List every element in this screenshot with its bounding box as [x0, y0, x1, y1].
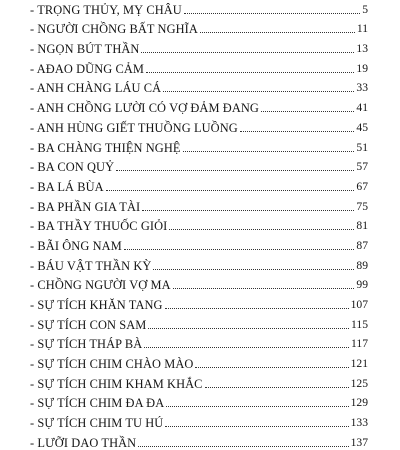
dot-leader [165, 426, 348, 427]
toc-entry-title: - ANH CHỒNG LƯỜI CÓ VỢ ĐẢM ĐANG [30, 101, 259, 116]
toc-entry [30, 292, 368, 312]
toc-entry [30, 253, 368, 273]
toc-entry [30, 174, 368, 194]
dot-leader [144, 347, 349, 348]
toc-entry-title: - SỰ TÍCH CHIM ĐA ĐA [30, 396, 165, 411]
toc-entry [30, 410, 368, 430]
toc-entry-page: 87 [356, 238, 368, 252]
dot-leader [106, 190, 355, 191]
toc-entry [30, 351, 368, 371]
dot-leader [183, 151, 355, 152]
toc-entry [30, 312, 368, 332]
toc-entry [30, 17, 368, 37]
toc-entry-title: - BA CHÀNG THIỆN NGHỆ [30, 140, 181, 155]
toc-entry-page: 33 [356, 81, 368, 95]
dot-leader [138, 446, 348, 447]
toc-entry-page: 133 [350, 416, 368, 430]
toc-entry-page: 51 [356, 140, 368, 154]
toc-entry-title: - TRỌNG THỦY, MỴ CHÂU [30, 2, 182, 17]
toc-entry [30, 332, 368, 352]
toc-entry-title: - BÃI ÔNG NAM [30, 238, 122, 253]
toc-entry [30, 115, 368, 135]
toc-entry-title: - BA THẦY THUỐC GIỎI [30, 219, 168, 234]
toc-entry-page: 45 [356, 120, 368, 134]
dot-leader [142, 210, 354, 211]
toc-entry-page: 107 [350, 298, 368, 311]
toc-entry [30, 273, 368, 293]
toc-entry-title: - AĐAO DŨNG CẢM [30, 61, 145, 76]
toc-entry-page: 121 [350, 357, 368, 371]
toc-entry-title: - SỰ TÍCH THÁP BÀ [30, 337, 143, 352]
dot-leader [169, 229, 354, 230]
toc-entry-title: - SỰ TÍCH CON SAM [30, 317, 147, 332]
dot-leader [184, 13, 360, 14]
toc-entry-page: 57 [356, 160, 368, 174]
toc-entry-page: 13 [356, 42, 368, 56]
dot-leader [146, 72, 354, 73]
toc-entry-title: - BA CON QUỶ [30, 160, 115, 175]
toc-entry-title: - SỰ TÍCH CHIM KHAM KHẮC [30, 376, 203, 391]
toc-entry-title: - NGỌN BÚT THẦN [30, 42, 140, 57]
toc-entry-title: - LƯỠI DAO THẦN [30, 435, 137, 450]
dot-leader [124, 249, 355, 250]
toc-entry-title: - BA LÁ BÙA [30, 179, 104, 194]
toc-entry-page: 19 [356, 61, 368, 75]
toc-entry-title: - SỰ TÍCH CHIM CHÀO MÀO [30, 357, 194, 372]
dot-leader [240, 131, 355, 132]
toc-entry [30, 233, 368, 253]
dot-leader [166, 406, 348, 407]
toc-entry [30, 155, 368, 175]
dot-leader [141, 52, 354, 53]
toc-entry [30, 95, 368, 115]
toc-entry-title: - BA PHẦN GIA TÀI [30, 199, 141, 214]
toc-entry-page: 67 [356, 179, 368, 193]
dot-leader [261, 111, 354, 112]
dot-leader [153, 269, 354, 270]
toc-entry-page: 129 [350, 396, 368, 410]
toc-entry-title: - BÁU VẬT THẦN KỲ [30, 258, 152, 273]
dot-leader [116, 170, 354, 171]
toc-entry-title: - NGƯỜI CHỒNG BẤT NGHĨA [30, 22, 198, 37]
toc-entry [30, 194, 368, 214]
toc-entry-title: - CHỒNG NGƯỜI VỢ MA [30, 278, 171, 293]
toc-entry [30, 0, 368, 17]
toc-entry [30, 76, 368, 96]
dot-leader [195, 367, 348, 368]
toc-entry-page: 137 [350, 435, 368, 449]
toc-entry-title: - SỰ TÍCH KHĂN TANG [30, 298, 163, 312]
toc-entry-page: 115 [351, 317, 368, 331]
toc-entry-page: 125 [350, 376, 368, 390]
toc-entry [30, 214, 368, 234]
toc-entry-title: - SỰ TÍCH CHIM TU HÚ [30, 416, 164, 431]
dot-leader [163, 91, 354, 92]
dot-leader [173, 288, 355, 289]
dot-leader [205, 387, 349, 388]
dot-leader [200, 32, 355, 33]
toc-entry-page: 5 [362, 2, 368, 16]
toc-entry-page: 11 [356, 22, 368, 36]
toc-entry-page: 41 [356, 101, 368, 115]
toc-entry [30, 391, 368, 411]
toc-entry-page: 75 [356, 199, 368, 213]
toc-entry [30, 36, 368, 56]
toc-entry-page: 99 [356, 278, 368, 292]
toc-entry-page: 117 [351, 337, 368, 351]
toc-entry [30, 56, 368, 76]
toc-entry-page: 89 [356, 258, 368, 272]
toc-entry-page: 81 [356, 219, 368, 233]
toc-entry-title: - ANH HÙNG GIẾT THUỒNG LUỒNG [30, 120, 238, 135]
toc-entry [30, 135, 368, 155]
table-of-contents [30, 0, 368, 450]
dot-leader [148, 328, 349, 329]
toc-entry-title: - ANH CHÀNG LÁU CÁ [30, 81, 162, 96]
toc-entry [30, 430, 368, 450]
toc-entry [30, 371, 368, 391]
dot-leader [165, 308, 349, 309]
